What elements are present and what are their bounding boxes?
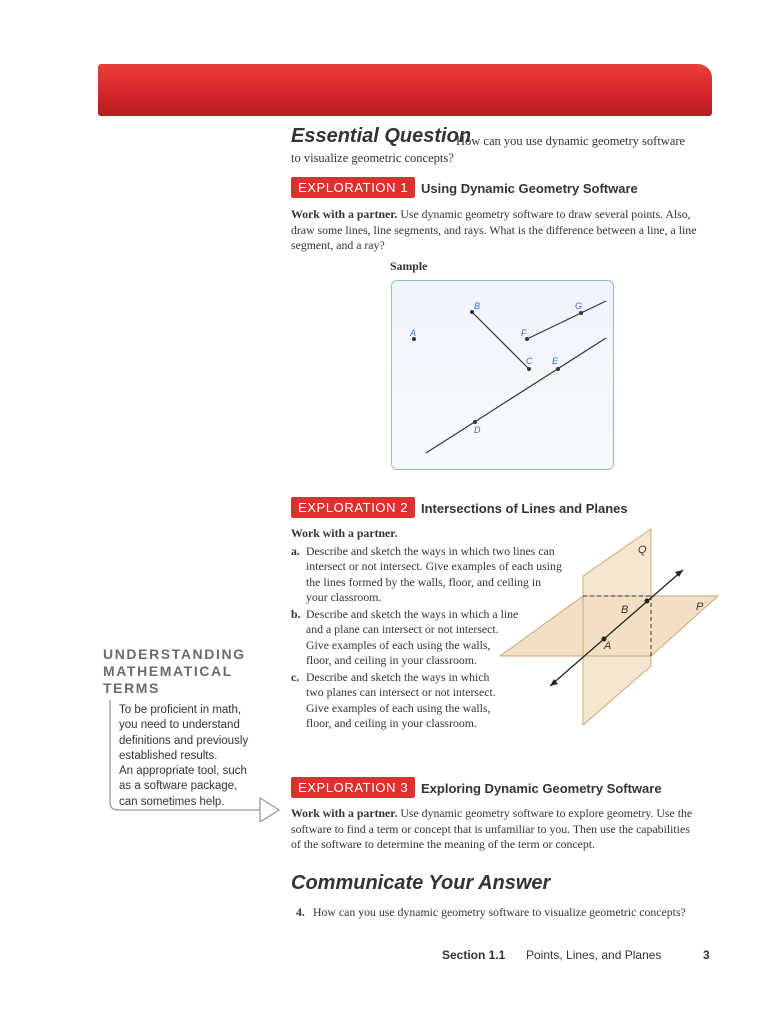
item-c-line: Describe and sketch the ways in which [306, 670, 490, 684]
sidebar-text-line: definitions and previously [119, 734, 249, 747]
segment-bc [472, 312, 529, 369]
item-a-line: your classroom. [306, 590, 382, 605]
sample-geometry-diagram [392, 281, 613, 469]
ray-fg [527, 301, 606, 339]
exploration1-text [291, 207, 721, 254]
item-b-line: Describe and sketch the ways in which a line [306, 607, 519, 621]
point-c-label: C [526, 356, 533, 366]
plane-p-label: P [696, 601, 704, 613]
question-4-number: 4. [296, 905, 305, 919]
sidebar-title-line: MATHEMATICAL [103, 663, 233, 679]
item-a-line: Describe and sketch the ways in which two lines can [306, 544, 555, 558]
point-b-label-diagram: B [621, 604, 629, 616]
sidebar-text [119, 703, 269, 810]
point-g-label: G [575, 301, 583, 311]
exploration1-badge: EXPLORATION 1 [291, 177, 415, 198]
vertical-plane-bottom [583, 656, 651, 725]
exploration1-line3: segment, and a ray? [291, 238, 385, 253]
footer-title: Points, Lines, and Planes [526, 948, 662, 962]
plane-q-label: Q [638, 544, 647, 556]
exploration2-lead: Work with a partner. [291, 526, 398, 540]
exploration3-title: Exploring Dynamic Geometry Software [421, 781, 662, 796]
exploration3-lead: Work with a partner. [291, 806, 398, 820]
exploration1-lead: Work with a partner. [291, 207, 398, 221]
exploration2-title: Intersections of Lines and Planes [421, 501, 628, 516]
point-g-marker [579, 311, 583, 315]
point-e-label: E [552, 356, 559, 366]
exploration1-line1: Use dynamic geometry software to draw several points. Also, [400, 207, 691, 221]
sidebar-title-line: UNDERSTANDING [103, 646, 246, 662]
sidebar-text-line: you need to understand [119, 719, 240, 732]
sample-label: Sample [390, 259, 428, 273]
item-a-line: the lines formed by the walls, floor, and ceiling in [306, 574, 542, 589]
sample-geometry-window [391, 280, 614, 470]
sidebar-text-line: as a software package, [119, 780, 238, 793]
exploration3-badge: EXPLORATION 3 [291, 777, 415, 798]
item-a-line: intersect or not intersect. Give examples of each using [306, 559, 562, 574]
sidebar-text-line: established results. [119, 749, 218, 762]
point-b-marker-diagram [645, 599, 650, 604]
essential-question-line1: How can you use dynamic geometry software [456, 134, 686, 148]
point-d-marker [473, 420, 477, 424]
section-banner [98, 64, 712, 116]
item-c-line: two planes can intersect or not intersect. [306, 685, 496, 700]
item-a-letter: a. [291, 544, 300, 558]
exploration3-line2: software to find a term or concept that is unfamiliar to you. Then use the capabilities [291, 821, 690, 836]
intersecting-planes-diagram [500, 526, 725, 731]
item-c-line: floor, and ceiling in your classroom. [306, 716, 477, 731]
exploration3-text [291, 806, 721, 853]
point-c-marker [527, 367, 531, 371]
point-b-label: B [474, 301, 481, 311]
item-b-letter: b. [291, 607, 301, 621]
item-b-line: Give examples of each using the walls, [306, 637, 491, 652]
page-number: 3 [703, 948, 710, 962]
sidebar-title-line: TERMS [103, 680, 160, 696]
sidebar-text-line: To be proficient in math, [119, 704, 242, 716]
sidebar-text-line: An appropriate tool, such [119, 765, 247, 778]
exploration1-title: Using Dynamic Geometry Software [421, 181, 638, 196]
vertical-plane-top [583, 529, 651, 596]
point-e-marker [556, 367, 560, 371]
point-a-label: A [410, 328, 417, 338]
exploration1-line2: draw some lines, line segments, and rays. What is the difference between a line, a line [291, 222, 697, 237]
point-f-label: F [521, 328, 527, 338]
exploration3-line1: Use dynamic geometry software to explore geometry. Use the [400, 806, 693, 820]
point-a-label-diagram: A [604, 640, 612, 652]
communicate-title: Communicate Your Answer [291, 872, 551, 894]
point-d-label: D [474, 425, 481, 435]
footer-section: Section 1.1 [442, 948, 506, 962]
item-b-line: floor, and ceiling in your classroom. [306, 653, 477, 668]
essential-question-line2: to visualize geometric concepts? [291, 151, 454, 165]
item-c-letter: c. [291, 670, 300, 684]
section-number: 1.1 [127, 13, 163, 41]
item-c-line: Give examples of each using the walls, [306, 700, 491, 715]
exploration2-badge: EXPLORATION 2 [291, 497, 415, 518]
essential-question-label: Essential Question [291, 125, 472, 147]
sidebar-title [103, 646, 246, 697]
question-4-text: How can you use dynamic geometry software to visualize geometric concepts? [313, 905, 686, 919]
exploration3-line3: of the software to determine the meaning of the term or concept. [291, 837, 595, 852]
item-b-line: and a plane can intersect or not intersect. [306, 622, 499, 637]
section-title: Points, Lines, and Planes [193, 13, 500, 41]
sidebar-text-line: can sometimes help. [119, 795, 225, 808]
